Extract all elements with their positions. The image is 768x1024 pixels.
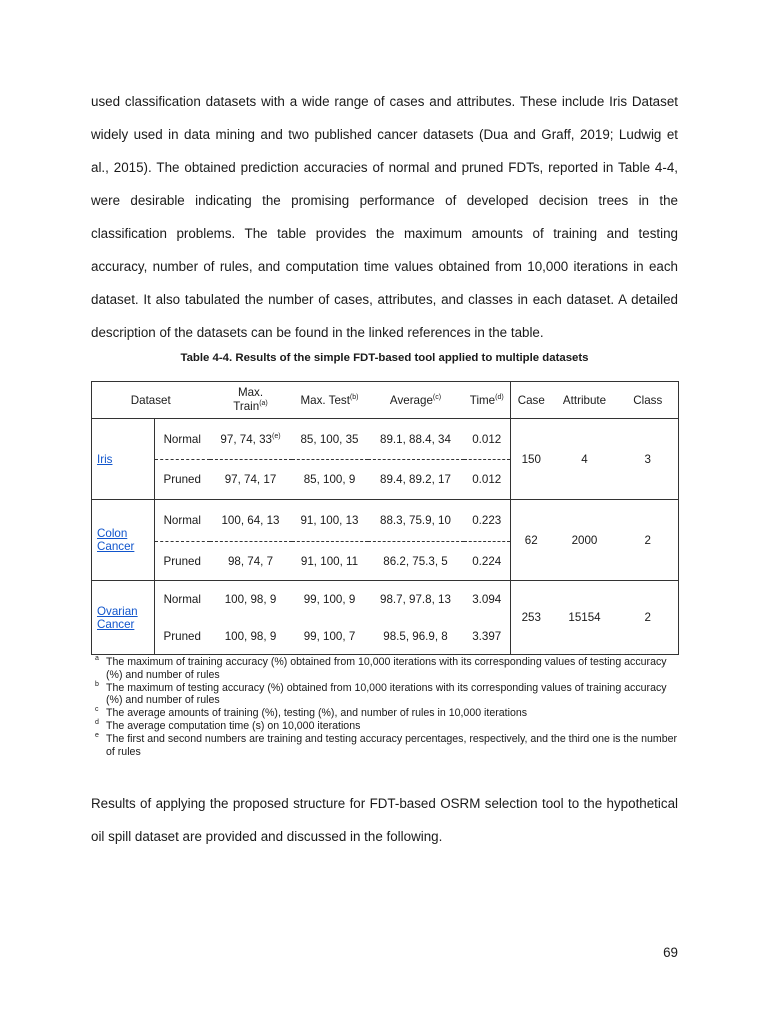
- header-time: Time$^{(d)}$: [464, 382, 511, 419]
- variant-label: Pruned: [155, 542, 210, 581]
- cell-average: 86.2, 75.3, 5: [368, 542, 464, 581]
- cell-max-test: 85, 100, 9: [292, 460, 368, 500]
- cell-max-train: 100, 98, 9: [224, 629, 277, 643]
- cell-max-test: 85, 100, 35: [300, 432, 359, 446]
- footnote: e The first and second numbers are training and testing accuracy percentages, respectively, and the third one is the number of rules: [95, 731, 678, 758]
- paragraph-line: classification problems. The table provides the maximum amounts of training and testing: [91, 226, 678, 241]
- cell-class: 2: [618, 581, 679, 655]
- table-caption: Table 4-4. Results of the simple FDT-based tool applied to multiple datasets: [180, 352, 589, 364]
- cell-time: 3.094: [464, 581, 511, 619]
- cell-time: 0.012: [464, 419, 511, 460]
- cell-case: 150: [521, 452, 541, 466]
- header-attribute: Attribute: [552, 382, 618, 419]
- results-table: [91, 381, 679, 655]
- cell-attribute: 2000: [552, 500, 618, 581]
- cell-max-train: 100, 98, 9: [210, 581, 292, 619]
- footnote: c The average amounts of training (%), testing (%), and number of rules in 10,000 iterations: [95, 706, 528, 720]
- header-average: Average$^{(c)}$: [368, 382, 464, 419]
- paragraph-line: al., 2015). The obtained prediction accuracies of normal and pruned FDTs, reported in Table 4-4,: [91, 160, 678, 175]
- dataset-ovarian-cancer[interactable]: [92, 581, 155, 655]
- cell-class: 3: [644, 452, 651, 466]
- footnote: b The maximum of testing accuracy (%) obtained from 10,000 iterations with its corresponding values of training accuracy (%) and number of rules: [95, 680, 667, 707]
- table-header-row: [92, 382, 679, 419]
- dataset-link-colon-cancer[interactable]: Colon Cancer: [97, 527, 135, 553]
- header-max-test: Max. Test$^{(b)}$: [292, 382, 368, 419]
- dataset-colon-cancer[interactable]: [92, 500, 155, 581]
- paragraph-line: accuracy, number of rules, and computation time values obtained from 10,000 iterations in each: [91, 259, 678, 274]
- cell-case: 62: [511, 500, 552, 581]
- paragraph-line: Results of applying the proposed structure for FDT-based OSRM selection tool to the hypothetical: [91, 796, 678, 811]
- intro-paragraph: [91, 85, 678, 349]
- variant-label: Normal: [155, 500, 210, 542]
- cell-average: 89.1, 88.4, 34: [380, 432, 451, 446]
- cell-max-test: 99, 100, 9: [292, 581, 368, 619]
- table-row: [92, 581, 679, 619]
- page-number: 69: [663, 945, 678, 960]
- paragraph-line: widely used in data mining and two published cancer datasets (Dua and Graff, 2019; Ludwig et: [91, 127, 678, 142]
- footnote: a The maximum of training accuracy (%) obtained from 10,000 iterations with its corresponding values of testing accuracy (%) and number of rules: [95, 655, 667, 681]
- paragraph-line: description of the datasets can be found in the linked references in the table.: [91, 325, 544, 340]
- cell-class: 2: [618, 500, 679, 581]
- cell-time: 3.397: [464, 619, 511, 655]
- cell-max-train: 98, 74, 7: [210, 542, 292, 581]
- cell-max-test: 91, 100, 11: [292, 542, 368, 581]
- dataset-iris[interactable]: [92, 419, 155, 500]
- dataset-link-iris[interactable]: Iris: [97, 452, 113, 466]
- paragraph-line: oil spill dataset are provided and discussed in the following.: [91, 829, 443, 844]
- table-footnotes: [91, 656, 681, 758]
- header-class: Class: [618, 382, 679, 419]
- cell-attribute: 4: [581, 452, 588, 466]
- cell-attribute: 15154: [552, 581, 618, 655]
- cell-time: 0.224: [464, 542, 511, 581]
- paragraph-line: were desirable indicating the promising performance of developed decision trees in the: [91, 193, 678, 208]
- cell-max-train: 100, 64, 13: [210, 500, 292, 542]
- table-row: [92, 500, 679, 542]
- paragraph-line: dataset. It also tabulated the number of cases, attributes, and classes in each dataset. A detailed: [91, 292, 678, 307]
- header-case: Case: [511, 382, 552, 419]
- header-dataset: Dataset: [92, 382, 210, 419]
- footnote: d The average computation time (s) on 10,000 iterations: [95, 718, 361, 732]
- cell-time: 0.223: [464, 500, 511, 542]
- cell-average: 98.7, 97.8, 13: [368, 581, 464, 619]
- cell-case: 253: [511, 581, 552, 655]
- cell-max-test: 99, 100, 7: [303, 629, 356, 643]
- cell-time: 0.012: [464, 460, 511, 500]
- variant-label: Normal: [155, 581, 210, 619]
- cell-average: 88.3, 75.9, 10: [368, 500, 464, 542]
- header-max-train: Max. Train$^{(a)}$: [210, 382, 292, 419]
- outro-paragraph: [91, 787, 678, 853]
- cell-max-train: 97, 74, 17: [210, 460, 292, 500]
- paragraph-line: used classification datasets with a wide range of cases and attributes. These include Iris Dataset: [91, 94, 678, 109]
- cell-max-train: 97, 74, 33$^{(e)}$: [220, 432, 281, 446]
- variant-label: Pruned: [163, 629, 201, 643]
- cell-average: 98.5, 96.9, 8: [383, 629, 448, 643]
- cell-max-test: 91, 100, 13: [292, 500, 368, 542]
- variant-label: Normal: [163, 432, 201, 446]
- cell-average: 89.4, 89.2, 17: [368, 460, 464, 500]
- dataset-link-ovarian-cancer[interactable]: Ovarian Cancer: [97, 604, 138, 631]
- table-row: [92, 419, 679, 460]
- variant-label: Pruned: [155, 460, 210, 500]
